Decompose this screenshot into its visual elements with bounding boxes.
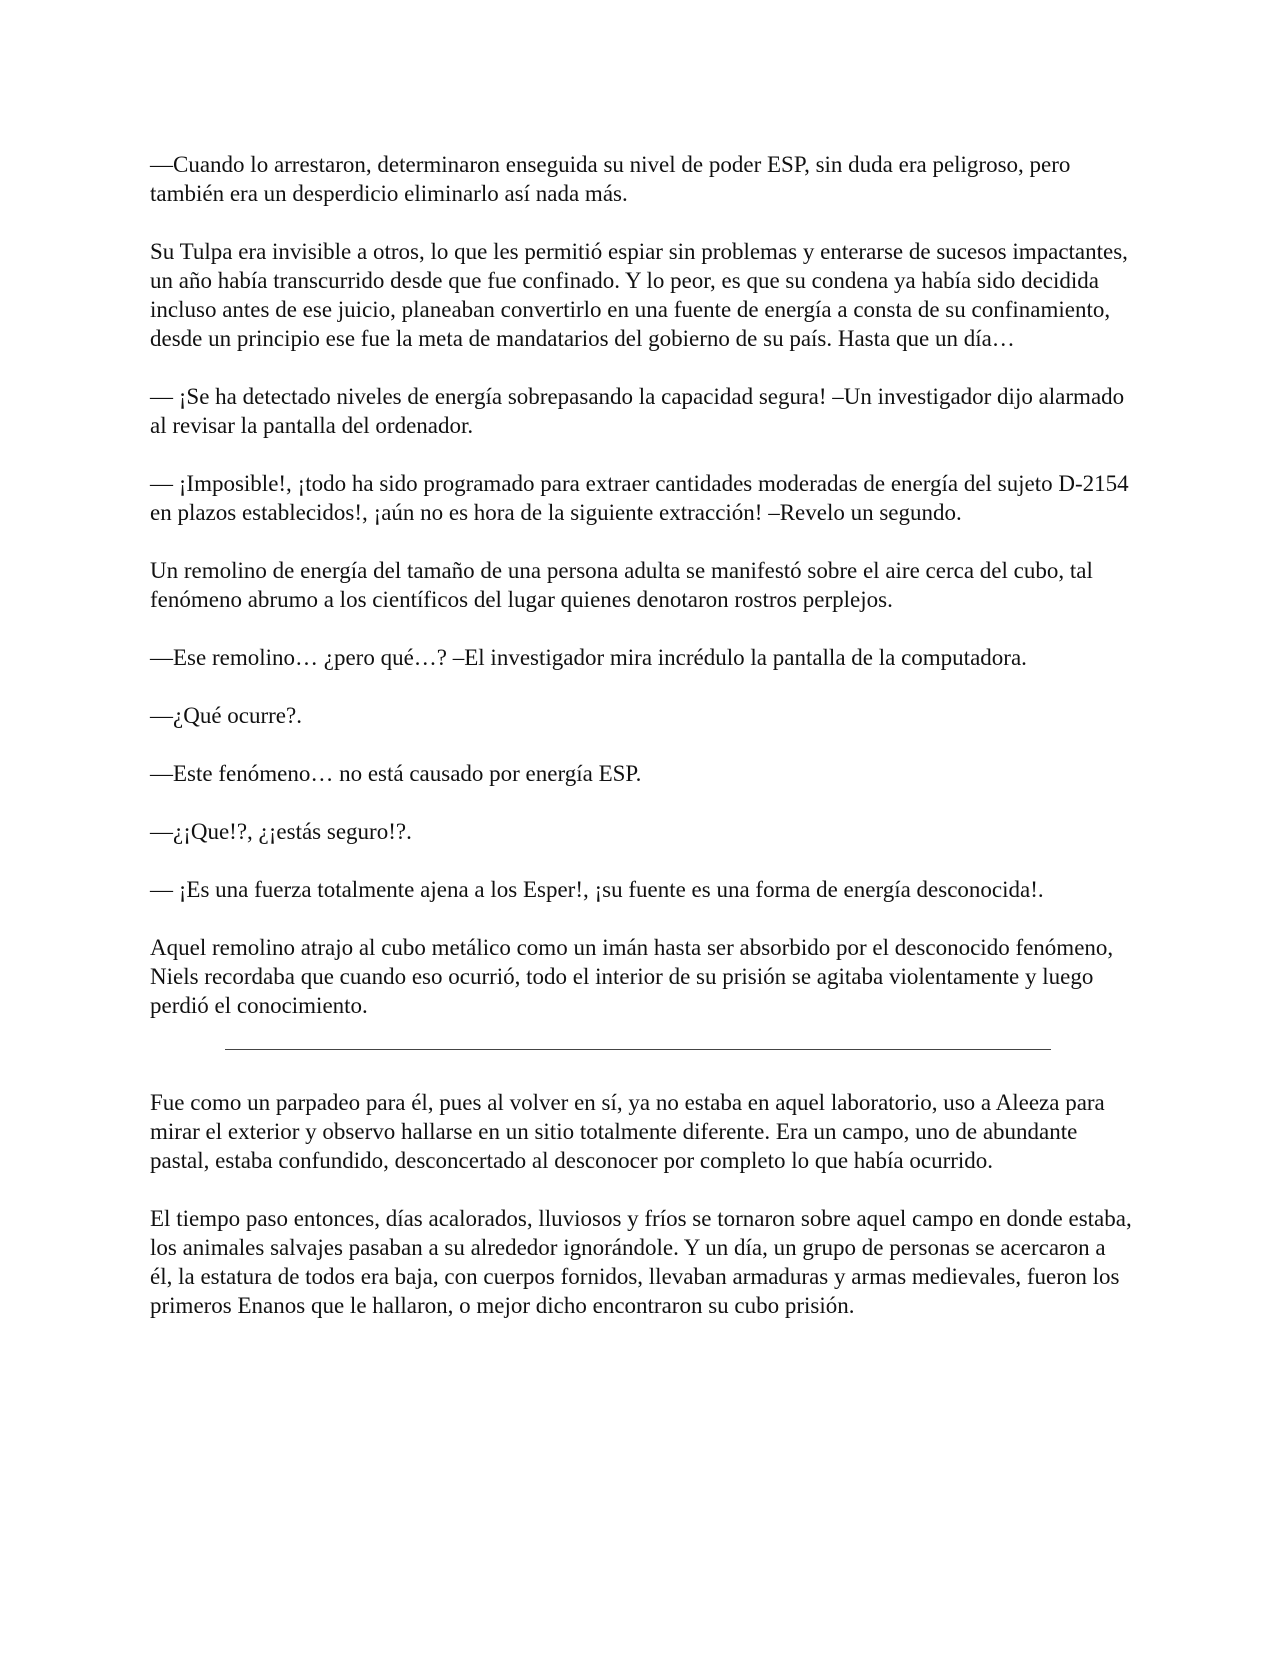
paragraph-what-happens: —¿Qué ocurre?. xyxy=(150,703,302,728)
document-page xyxy=(150,150,1132,1349)
paragraph-unknown-force: — ¡Es una fuerza totalmente ajena a los Esper!, ¡su fuente es una forma de energía desconocida!. xyxy=(150,877,1044,902)
paragraph-researcher-stare: —Ese remolino… ¿pero qué…? –El investigador mira incrédulo la pantalla de la computadora. xyxy=(150,645,1027,670)
paragraph-impossible: — ¡Imposible!, ¡todo ha sido programado para extraer cantidades moderadas de energía del sujeto D-2154 en plazos establecidos!, ¡aún no es hora de la siguiente extracción! –Revelo un segundo. xyxy=(150,471,1129,525)
paragraph-energy-alert: — ¡Se ha detectado niveles de energía sobrepasando la capacidad segura! –Un investigador dijo alarmado al revisar la pantalla del ordenador. xyxy=(150,384,1125,438)
paragraph-not-esp: —Este fenómeno… no está causado por energía ESP. xyxy=(150,761,642,786)
paragraph-blink: Fue como un parpadeo para él, pues al volver en sí, ya no estaba en aquel laboratorio, uso a Aleeza para mirar el exterior y observo hallarse en un sitio totalmente diferente. Era un campo, uno de abundante pastal, estaba confundido, desconcertado al desconocer por completo lo que había ocurrido. xyxy=(150,1090,1105,1173)
paragraph-whirlpool: Un remolino de energía del tamaño de una persona adulta se manifestó sobre el aire cerca del cubo, tal fenómeno abrumo a los científicos del lugar quienes denotaron rostros perplejos. xyxy=(150,558,1093,612)
section-divider xyxy=(225,1049,1051,1050)
paragraph-absorbed: Aquel remolino atrajo al cubo metálico como un imán hasta ser absorbido por el desconocido fenómeno, Niels recordaba que cuando eso ocurrió, todo el interior de su prisión se agitaba violentamente y luego perdió el conocimiento. xyxy=(150,935,1114,1018)
paragraph-dwarves: El tiempo paso entonces, días acalorados, lluviosos y fríos se tornaron sobre aquel campo en donde estaba, los animales salvajes pasaban a su alrededor ignorándole. Y un día, un grupo de personas se acercaron a él, la estatura de todos era baja, con cuerpos fornidos, llevaban armaduras y armas medievales, fueron los primeros Enanos que le hallaron, o mejor dicho encontraron su cubo prisión. xyxy=(150,1206,1132,1318)
paragraph-arrest: —Cuando lo arrestaron, determinaron enseguida su nivel de poder ESP, sin duda era peligroso, pero también era un desperdicio eliminarlo así nada más. xyxy=(150,152,1071,206)
paragraph-tulpa: Su Tulpa era invisible a otros, lo que les permitió espiar sin problemas y enterarse de sucesos impactantes, un año había transcurrido desde que fue confinado. Y lo peor, es que su condena ya había sido decidida incluso antes de ese juicio, planeaban convertirlo en una fuente de energía a consta de su confinamiento, desde un principio ese fue la meta de mandatarios del gobierno de su país. Hasta que un día… xyxy=(150,239,1128,351)
paragraph-are-you-sure: —¿¡Que!?, ¿¡estás seguro!?. xyxy=(150,819,412,844)
